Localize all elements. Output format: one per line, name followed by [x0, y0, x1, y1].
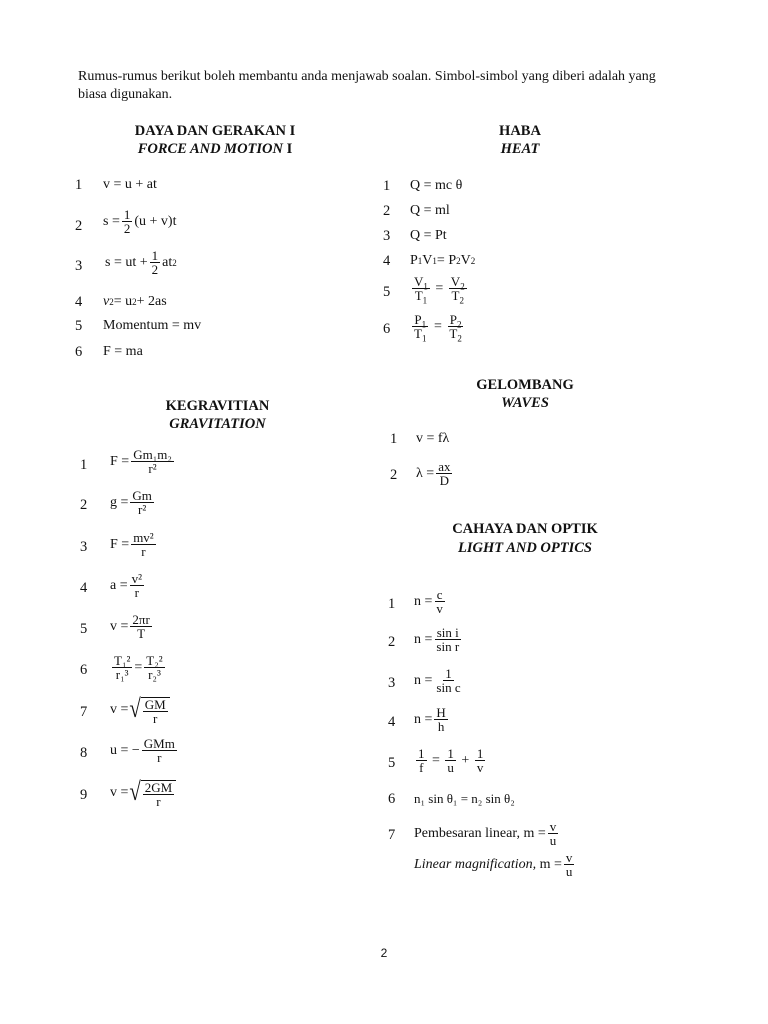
- grav-f8-num: GMm: [143, 736, 175, 751]
- heat-heading-ms: HABA: [499, 123, 541, 139]
- optics-num-1: 1: [388, 596, 396, 612]
- waves-heading-en: WAVES: [501, 395, 549, 411]
- grav-f5-lhs: v =: [110, 618, 129, 634]
- optics-heading-ms: CAHAYA DAN OPTIK: [452, 521, 598, 537]
- fm-num-6: 6: [75, 344, 83, 360]
- heat-num-3: 3: [383, 228, 391, 244]
- optics-f2-num: sin i: [436, 625, 459, 640]
- optics-f2-lhs: n =: [414, 631, 433, 647]
- fm-f4-c: + 2as: [136, 294, 167, 309]
- fm-num-5: 5: [75, 318, 83, 334]
- heat-num-4: 4: [383, 253, 391, 269]
- grav-f9-num: 2GM: [144, 780, 173, 795]
- gravitation-heading-ms: KEGRAVITIAN: [165, 398, 270, 414]
- optics-f4-num: H: [436, 705, 446, 720]
- heat-f5-n1: V: [414, 274, 424, 289]
- waves-formula-2: [416, 460, 454, 487]
- grav-f7-num: GM: [144, 697, 166, 712]
- sqrt-icon: √: [129, 777, 142, 806]
- grav-num-6: 6: [80, 662, 88, 678]
- intro-text: Rumus-rumus berikut boleh membantu anda menjawab soalan. Simbol-simbol yang diberi adalah yang biasa digunakan.: [78, 69, 656, 102]
- optics-f1-den: v: [436, 601, 443, 616]
- grav-f5-den: T: [137, 626, 146, 641]
- optics-f7-num-en: v: [565, 850, 573, 865]
- grav-num-3: 3: [80, 539, 88, 555]
- optics-f5-n2: 1: [447, 746, 454, 761]
- fm-num-4: 4: [75, 294, 83, 310]
- optics-formula-6: n₁ sin θ₁ = n₂ sin θ₂: [414, 791, 515, 806]
- heat-f5-d2: T: [451, 288, 460, 303]
- gravitation-heading-en: GRAVITATION: [169, 416, 266, 432]
- optics-f2-den: sin r: [436, 639, 460, 654]
- fm-num-3: 3: [75, 258, 83, 274]
- grav-f8-lhs: u = −: [110, 742, 140, 758]
- grav-f1-num: Gm₁m₂: [133, 447, 172, 462]
- optics-f7-lhs-ms: m =: [523, 825, 546, 841]
- heat-formula-6: $\frac{P_1}{T_1}$ = $\frac{P_2}{T_2}$: [414, 312, 462, 344]
- fm-f2-lhs: s =: [103, 213, 120, 229]
- optics-f5-d1: f: [419, 760, 424, 775]
- fm-formula-2: [103, 208, 176, 235]
- optics-f3-num: 1: [445, 666, 452, 681]
- optics-f3-den: sin c: [436, 680, 461, 695]
- fm-f3-num: 1: [151, 248, 159, 263]
- fm-f3-den: 2: [151, 262, 159, 277]
- optics-f7-lhs-en: m =: [539, 856, 562, 872]
- force-motion-heading-en-suffix: I: [286, 141, 293, 157]
- optics-f4-den: h: [437, 719, 445, 734]
- optics-formula-4: [414, 706, 450, 733]
- waves-num-2: 2: [390, 467, 398, 483]
- grav-f9-den: r: [156, 794, 161, 809]
- grav-formula-7: [110, 694, 170, 725]
- heat-num-2: 2: [383, 203, 391, 219]
- grav-f4-den: r: [134, 585, 139, 600]
- grav-formula-9: [110, 777, 176, 808]
- waves-f2-den: D: [439, 473, 450, 488]
- heat-f5-d1: T: [414, 288, 423, 303]
- optics-f5-d2: u: [447, 760, 454, 775]
- grav-formula-5: [110, 613, 154, 640]
- grav-f6-d1: r₁³: [115, 667, 129, 682]
- fm-f2-rhs: (u + v)t: [134, 213, 177, 229]
- waves-formula-1: v = fλ: [416, 431, 450, 446]
- grav-f9-lhs: v =: [110, 784, 129, 800]
- optics-f7-den-ms: u: [549, 833, 557, 848]
- heat-f6-n1: P: [414, 312, 422, 327]
- fm-f4-a: v: [103, 294, 110, 309]
- optics-formula-1: [414, 588, 447, 615]
- optics-num-4: 4: [388, 714, 396, 730]
- heat-f4-eq: = P: [436, 253, 457, 268]
- grav-formula-8: [110, 737, 179, 764]
- grav-f3-lhs: F =: [110, 536, 130, 552]
- force-motion-heading-ms: DAYA DAN GERAKAN I: [134, 123, 296, 139]
- heat-f4-a: P: [410, 253, 418, 268]
- optics-f5-d3: v: [476, 760, 484, 775]
- optics-f7-en-label: Linear magnification,: [414, 856, 537, 872]
- grav-formula-3: [110, 531, 158, 558]
- grav-formula-2: [110, 489, 156, 516]
- optics-f7-ms-label: Pembesaran linear,: [414, 825, 520, 841]
- fm-f2-num: 1: [123, 207, 131, 222]
- grav-f7-lhs: v =: [110, 701, 129, 717]
- grav-formula-1: [110, 448, 176, 475]
- waves-heading-ms: GELOMBANG: [476, 377, 574, 393]
- optics-formula-7-en: [414, 851, 576, 878]
- optics-formula-2: [414, 626, 463, 653]
- optics-formula-5: $\frac{1}{f}$ = $\frac{1}{u}$ + $\frac{1}{v}$: [418, 746, 484, 775]
- grav-f7-den: r: [152, 711, 158, 726]
- grav-f2-den: r²: [138, 502, 147, 517]
- fm-f2-den: 2: [123, 221, 131, 236]
- optics-f5-n3: 1: [476, 746, 484, 761]
- heat-f4-b: V: [422, 253, 433, 268]
- optics-f5-n1: 1: [418, 746, 425, 761]
- heat-formula-1: Q = mc θ: [410, 178, 463, 193]
- page-number: 2: [380, 946, 388, 960]
- grav-num-4: 4: [80, 580, 88, 596]
- fm-formula-1: v = u + at: [103, 177, 157, 192]
- grav-f4-lhs: a =: [110, 577, 128, 593]
- optics-f1-lhs: n =: [414, 593, 433, 609]
- optics-num-2: 2: [388, 634, 396, 650]
- fm-f3-rhs: at: [162, 254, 173, 270]
- optics-formula-7-ms: [414, 820, 560, 847]
- optics-num-5: 5: [388, 755, 396, 771]
- fm-formula-6: F = ma: [103, 344, 143, 359]
- optics-f3-lhs: n =: [414, 672, 433, 688]
- grav-formula-4: [110, 572, 146, 599]
- heat-formula-2: Q = ml: [410, 203, 450, 218]
- heat-f5-n2: V: [450, 274, 461, 289]
- fm-num-2: 2: [75, 218, 83, 234]
- grav-f3-den: r: [141, 544, 146, 559]
- grav-f8-den: r: [157, 750, 162, 765]
- grav-f6-d2: r₂³: [148, 667, 161, 682]
- fm-formula-3: s = ut + $\frac{1}{2}$ at 2: [105, 248, 177, 277]
- waves-f2-num: ax: [438, 459, 451, 474]
- grav-f6-n1: T₁²: [114, 653, 131, 668]
- grav-f5-num: 2πr: [132, 612, 150, 627]
- heat-num-1: 1: [383, 178, 391, 194]
- grav-num-1: 1: [80, 457, 88, 473]
- optics-num-7: 7: [388, 827, 396, 843]
- optics-heading-en: LIGHT AND OPTICS: [458, 540, 592, 556]
- optics-formula-3: [414, 667, 465, 694]
- grav-num-5: 5: [80, 621, 88, 637]
- fm-f4-b: = u: [113, 294, 133, 309]
- grav-f1-den: r²: [148, 461, 157, 476]
- grav-f4-num: v²: [131, 571, 143, 586]
- optics-f1-num: c: [436, 587, 443, 602]
- heat-formula-4: P 1 V 1 = P 2 V 2: [410, 253, 476, 268]
- fm-num-1: 1: [75, 177, 83, 193]
- heat-num-5: 5: [383, 284, 391, 300]
- grav-num-9: 9: [80, 787, 88, 803]
- heat-heading-en: HEAT: [500, 141, 540, 157]
- force-motion-heading-en-text: FORCE AND MOTION: [137, 141, 283, 157]
- grav-num-8: 8: [80, 745, 88, 761]
- waves-num-1: 1: [390, 431, 398, 447]
- heat-f4-c: V: [460, 253, 471, 268]
- optics-f7-num-ms: v: [549, 819, 557, 834]
- grav-f2-lhs: g =: [110, 494, 129, 510]
- grav-num-2: 2: [80, 497, 88, 513]
- heat-f6-n2: P: [449, 312, 457, 327]
- optics-f4-lhs: n =: [414, 711, 433, 727]
- grav-num-7: 7: [80, 704, 88, 720]
- heat-f6-d1: T: [414, 326, 422, 341]
- heat-f6-d2: T: [449, 326, 458, 341]
- grav-formula-6: $\frac{\text{T₁²}}{\text{r₁³}}$ = $\frac{\text{T₂²}}{\text{r₂³}}$: [114, 653, 163, 682]
- grav-f3-num: mv²: [133, 530, 154, 545]
- grav-f6-n2: T₂²: [146, 653, 163, 668]
- optics-num-3: 3: [388, 675, 396, 691]
- grav-f1-lhs: F =: [110, 453, 130, 469]
- heat-formula-3: Q = Pt: [410, 228, 447, 243]
- fm-formula-5: Momentum = mv: [103, 318, 202, 333]
- heat-num-6: 6: [383, 321, 391, 337]
- sqrt-icon: √: [129, 694, 142, 723]
- optics-num-6: 6: [388, 791, 396, 807]
- fm-f3-lhs: s = ut +: [105, 254, 148, 270]
- fm-formula-4: v 2 = u 2 + 2as: [103, 294, 167, 309]
- force-motion-heading-en: [90, 141, 340, 158]
- waves-f2-lhs: λ =: [416, 465, 435, 481]
- heat-formula-5: $\frac{V_1}{T_1}$ = $\frac{V_2}{T_2}$: [414, 274, 465, 306]
- grav-f2-num: Gm: [132, 488, 152, 503]
- optics-f7-den-en: u: [565, 864, 573, 879]
